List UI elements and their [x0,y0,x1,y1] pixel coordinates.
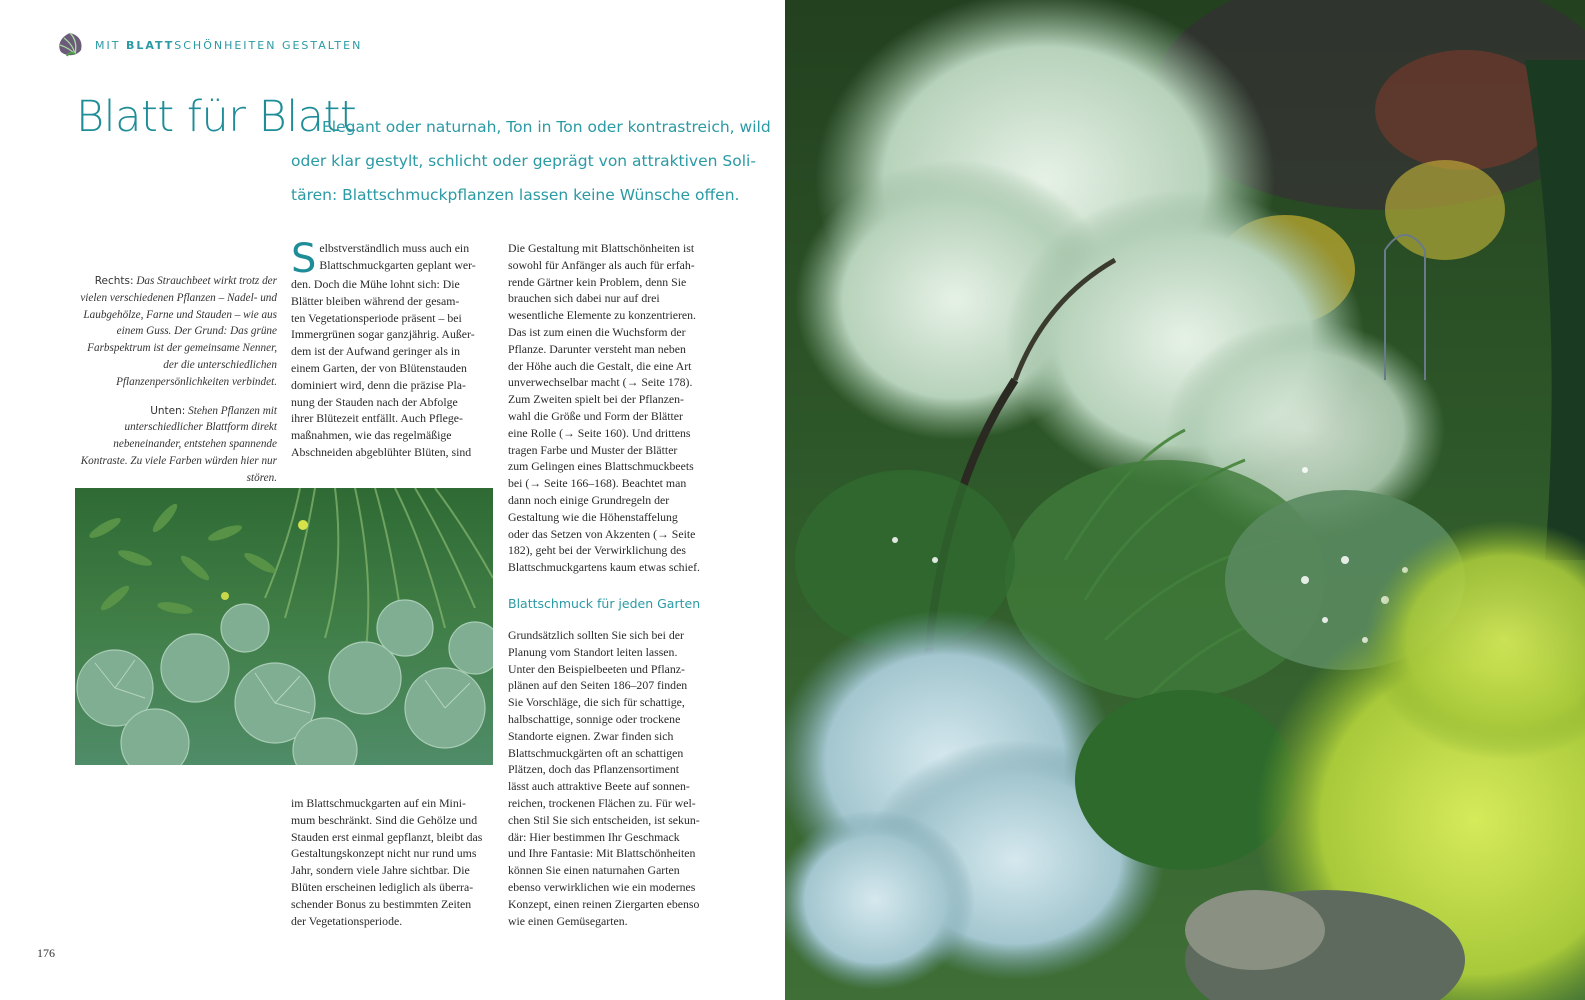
text-line: där: Hier bestimmen Ihr Geschmack [508,829,680,844]
text-line: halbschattige, sonnige oder trockene [508,711,681,726]
body-column-1-top [291,236,476,461]
text-line: Immergrünen sogar ganzjährig. Außer- [291,327,475,342]
text-line: Unter den Beispielbeeten und Pflanz- [508,661,685,676]
text-line: rende Gärtner kein Problem, denn Sie [508,274,687,289]
text-line: ebenso verwirklichen wie ein modernes [508,879,696,894]
photo-garden-border [785,0,1585,1000]
text-line: Stauden erst einmal gepflanzt, bleibt das [291,829,483,844]
text-line: Gestaltung wie die Höhenstaffelung [508,509,678,524]
caption-rechts: Rechts: Das Strauchbeet wirkt trotz der vielen verschiedenen Pflanzen – Nadel- und Laubgehölze, Farne und Stauden – wie aus einem Guss. Der Grund: Das grüne Farbspektrum ist der gemeinsame Nenner, der die unterschiedlichen Pflanzenpersönlichkeiten verbindet. [80,275,277,388]
caption-unten: Unten: Stehen Pflanzen mit unterschiedlicher Blattform direkt nebeneinander, entstehen spannende Kontraste. Zu viele Farben würden hier nur stören. [80,404,277,484]
text-line: ten Vegetationsperiode präsent – bei [291,310,462,325]
section-subheading: Blattschmuck für jeden Garten [508,596,701,611]
kicker-text: MIT BLATTSCHÖNHEITEN GESTALTEN [95,38,363,52]
text-line: und Ihre Fantasie: Mit Blattschönheiten [508,846,696,861]
section-kicker [55,30,362,60]
body-column-2-top [508,240,700,576]
text-line: der Vegetationsperiode. [291,913,403,928]
text-line: maßnahmen, wie das regelmäßige [291,428,452,443]
text-line: Konzept, einen reinen Ziergarten ebenso [508,896,700,911]
text-line: dem ist der Aufwand geringer als in [291,344,461,359]
text-line: nung der Stauden nach der Abfolge [291,394,458,409]
text-line: dominiert wird, denn die präzise Pla- [291,377,466,392]
text-line: wahl die Größe und Form der Blätter [508,408,683,423]
text-line: tragen Farbe und Muster der Blätter [508,442,678,457]
text-line: elbstverständlich muss auch ein [319,241,470,255]
text-line: zum Gelingen eines Blattschmuckbeets [508,459,694,474]
text-line: Sie Vorschläge, die sich für schattige, [508,695,685,710]
text-line: Blattschmuckgärten oft an schattigen [508,745,684,760]
text-line: unverwechselbar macht (→ Seite 178). [508,375,693,390]
text-line: bei (→ Seite 166–168). Beachtet man [508,476,687,491]
page-title: Blatt für Blatt [76,92,357,142]
text-line: wesentliche Elemente zu konzentrieren. [508,308,697,323]
text-line: Die Gestaltung mit Blattschönheiten ist [508,241,695,255]
text-line: im Blattschmuckgarten auf ein Mini- [291,796,466,810]
text-line: Standorte eignen. Zwar finden sich [508,728,674,743]
lead-line: oder klar gestylt, schlicht oder geprägt von attraktiven Soli- [291,152,756,170]
text-line: chen Stil Sie sich entscheiden, ist sekun- [508,812,700,827]
text-line: reichen, trockenen Flächen zu. Für wel- [508,795,696,810]
text-line: Zum Zweiten spielt bei der Pflanzen- [508,392,684,407]
text-line: Plätzen, doch das Pflanzensortiment [508,762,680,777]
photo-foliage-contrast [75,488,493,765]
text-line: 182), geht bei der Verwirklichung des [508,543,687,558]
text-line: Pflanze. Darunter versteht man neben [508,341,686,356]
text-line: Jahr, sondern viele Jahre sichtbar. Die [291,863,470,878]
leaf-icon [55,30,85,60]
text-line: Grundsätzlich sollten Sie sich bei der [508,628,684,642]
text-line: Blätter bleiben während der gesam- [291,293,460,308]
text-line: Abschneiden abgeblühter Blüten, sind [291,444,472,459]
text-line: Blüten erscheinen lediglich als überra- [291,879,474,894]
text-line: Blattschmuckgarten geplant wer- [319,257,476,272]
text-line: schender Bonus zu bestimmten Zeiten [291,896,472,911]
text-line: eine Rolle (→ Seite 160). Und drittens [508,425,691,440]
text-line: oder das Setzen von Akzenten (→ Seite [508,526,696,541]
text-line: Planung vom Standort leiten lassen. [508,644,678,659]
text-line: sowohl für Anfänger als auch für erfah- [508,257,695,272]
page-number: 176 [37,946,55,960]
text-line: plänen auf den Seiten 186–207 finden [508,678,688,693]
text-line: Blattschmuckgartens kaum etwas schief. [508,560,700,575]
body-column-2-bottom [508,627,700,929]
text-line: den. Doch die Mühe lohnt sich: Die [291,277,460,291]
text-line: dann noch einige Grundregeln der [508,492,670,507]
text-line: mum beschränkt. Sind die Gehölze und [291,812,478,827]
text-line: Gestaltungskonzept nicht nur rund ums [291,846,477,861]
text-line: ihrer Blütezeit entfällt. Auch Pflege- [291,411,463,426]
lead-line: Elegant oder naturnah, Ton in Ton oder kontrastreich, wild [322,118,771,136]
text-line: lässt auch attraktive Beete auf sonnen- [508,779,690,794]
body-column-1-bottom [291,795,482,929]
image-caption [70,273,277,499]
text-line: der Höhe auch die Gestalt, die eine Art [508,358,692,373]
text-line: wie einen Gemüsegarten. [508,913,628,928]
text-line: Das ist zum einen die Wuchsform der [508,324,686,339]
text-line: können Sie einen naturnahen Garten [508,863,680,878]
drop-cap: S [291,236,317,282]
lead-paragraph [291,110,771,212]
lead-line: tären: Blattschmuckpflanzen lassen keine Wünsche offen. [291,186,740,204]
text-line: einem Garten, der von Blütenstauden [291,360,467,375]
text-line: brauchen sich dabei nur auf drei [508,291,660,306]
left-page [0,0,785,1000]
